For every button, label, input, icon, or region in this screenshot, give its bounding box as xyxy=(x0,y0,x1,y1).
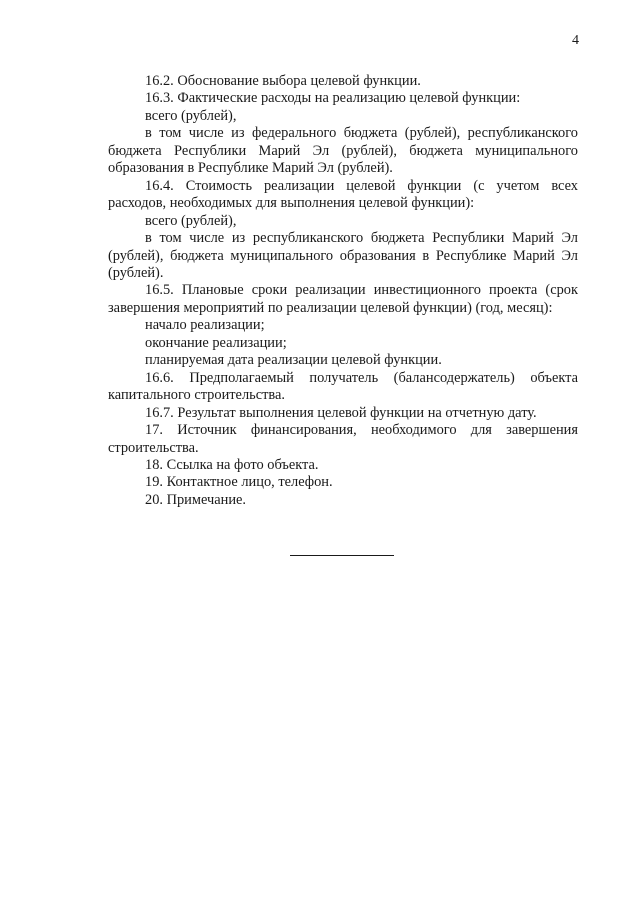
item-16-3-total: всего (рублей), xyxy=(145,107,237,124)
end-separator-line xyxy=(290,555,394,556)
item-16-5: 16.5. Плановые сроки реализации инвестиционного проекта (срок завершения мероприятий по реализации целевой функции) (год, месяц): xyxy=(108,282,578,316)
page-number: 4 xyxy=(572,33,579,48)
item-16-7: 16.7. Результат выполнения целевой функции на отчетную дату. xyxy=(145,404,537,421)
item-16-5-planned-date: планируемая дата реализации целевой функции. xyxy=(145,352,442,369)
item-18: 18. Ссылка на фото объекта. xyxy=(145,456,319,473)
item-16-4-breakdown: в том числе из республиканского бюджета Республики Марий Эл (рублей), бюджета муниципального образования в Республике Марий Эл (рублей). xyxy=(108,230,578,281)
item-16-6: 16.6. Предполагаемый получатель (балансодержатель) объекта капитального строительства. xyxy=(108,369,578,404)
item-16-5-end: окончание реализации; xyxy=(145,334,287,351)
item-16-4-total: всего (рублей), xyxy=(145,212,237,229)
item-16-3: 16.3. Фактические расходы на реализацию целевой функции: xyxy=(145,90,521,107)
item-16-2: 16.2. Обоснование выбора целевой функции. xyxy=(145,73,421,89)
item-16-3-breakdown: в том числе из федерального бюджета (рублей), республиканского бюджета Республики Марий Эл (рублей), бюджета муниципального образования в Республике Марий Эл (рублей). xyxy=(108,125,578,177)
item-17: 17. Источник финансирования, необходимого для завершения строительства. xyxy=(108,422,578,456)
item-16-4: 16.4. Стоимость реализации целевой функции (с учетом всех расходов, необходимых для выполнения целевой функции): xyxy=(108,177,578,212)
item-19: 19. Контактное лицо, телефон. xyxy=(145,474,333,491)
document-body xyxy=(108,73,578,509)
item-20: 20. Примечание. xyxy=(145,491,247,508)
item-16-5-start: начало реализации; xyxy=(145,317,265,334)
